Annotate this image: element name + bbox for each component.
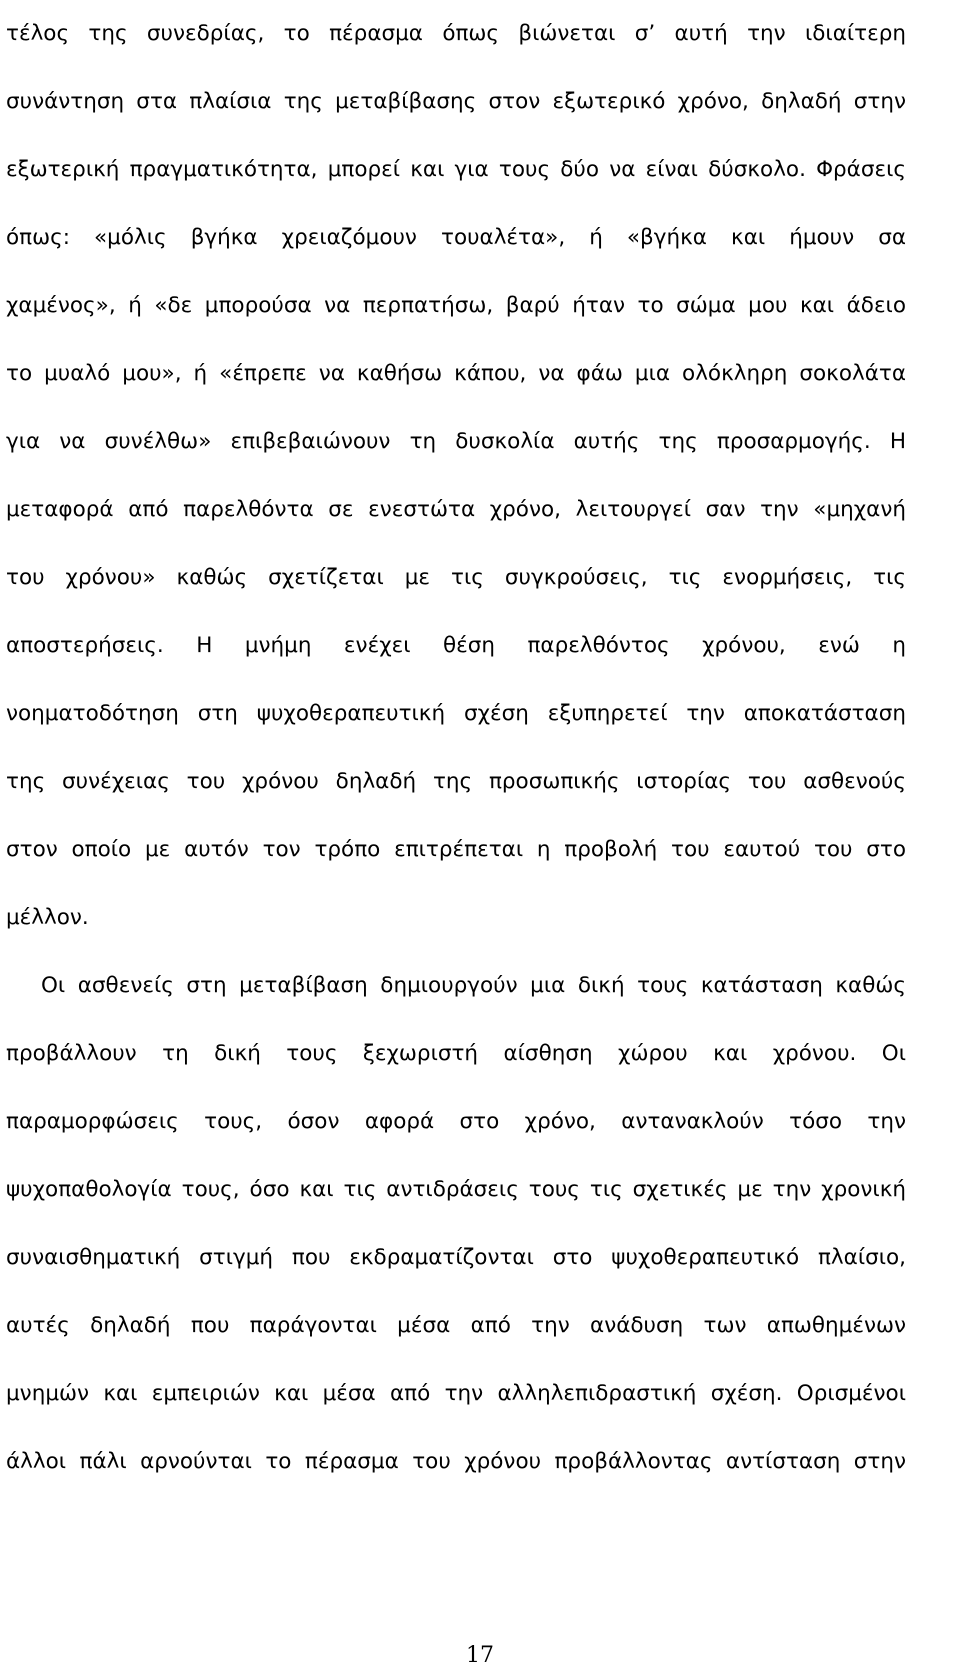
- text-line: αποστερήσεις. Η μνήμη ενέχει θέση παρελθόντος χρόνου, ενώ η: [6, 633, 906, 658]
- text-line: αυτές δηλαδή που παράγονται μέσα από την ανάδυση των απωθημένων: [6, 1313, 906, 1338]
- page-number: 17: [466, 1643, 494, 1668]
- text-line: συναισθηματική στιγμή που εκδραματίζονται στο ψυχοθεραπευτικό πλαίσιο,: [6, 1245, 906, 1270]
- text-line: άλλοι πάλι αρνούνται το πέρασμα του χρόνου προβάλλοντας αντίσταση στην: [6, 1449, 906, 1474]
- text-line: ψυχοπαθολογία τους, όσο και τις αντιδράσεις τους τις σχετικές με την χρονική: [6, 1177, 906, 1202]
- text-line: στον οποίο με αυτόν τον τρόπο επιτρέπεται η προβολή του εαυτού του στο: [6, 837, 906, 862]
- text-line: μνημών και εμπειριών και μέσα από την αλληλεπιδραστική σχέση. Ορισμένοι: [6, 1381, 906, 1406]
- text-line: χαμένος», ή «δε μπορούσα να περπατήσω, βαρύ ήταν το σώμα μου και άδειο: [6, 293, 906, 318]
- text-line: νοηματοδότηση στη ψυχοθεραπευτική σχέση εξυπηρετεί την αποκατάσταση: [6, 701, 906, 726]
- text-line: το μυαλό μου», ή «έπρεπε να καθήσω κάπου, να φάω μια ολόκληρη σοκολάτα: [6, 361, 906, 386]
- text-line: για να συνέλθω» επιβεβαιώνουν τη δυσκολία αυτής της προσαρμογής. Η: [6, 429, 906, 454]
- text-line: μεταφορά από παρελθόντα σε ενεστώτα χρόνο, λειτουργεί σαν την «μηχανή: [6, 497, 906, 522]
- text-line: συνάντηση στα πλαίσια της μεταβίβασης στον εξωτερικό χρόνο, δηλαδή στην: [6, 89, 906, 114]
- text-line: παραμορφώσεις τους, όσον αφορά στο χρόνο, αντανακλούν τόσο την: [6, 1109, 906, 1134]
- body-text: [6, 0, 906, 1496]
- text-line: εξωτερική πραγματικότητα, μπορεί και για τους δύο να είναι δύσκολο. Φράσεις: [6, 157, 906, 182]
- text-line: Οι ασθενείς στη μεταβίβαση δημιουργούν μια δική τους κατάσταση καθώς: [41, 973, 906, 998]
- text-line: προβάλλουν τη δική τους ξεχωριστή αίσθηση χώρου και χρόνου. Οι: [6, 1041, 906, 1066]
- text-line: τέλος της συνεδρίας, το πέρασμα όπως βιώνεται σ’ αυτή την ιδιαίτερη: [6, 21, 906, 46]
- text-line: του χρόνου» καθώς σχετίζεται με τις συγκρούσεις, τις ενορμήσεις, τις: [6, 565, 906, 590]
- paragraph-2: [6, 952, 906, 1496]
- paragraph-1: [6, 0, 906, 952]
- text-line: της συνέχειας του χρόνου δηλαδή της προσωπικής ιστορίας του ασθενούς: [6, 769, 906, 794]
- text-line: μέλλον.: [6, 905, 89, 930]
- text-line: όπως: «μόλις βγήκα χρειαζόμουν τουαλέτα», ή «βγήκα και ήμουν σα: [6, 225, 906, 250]
